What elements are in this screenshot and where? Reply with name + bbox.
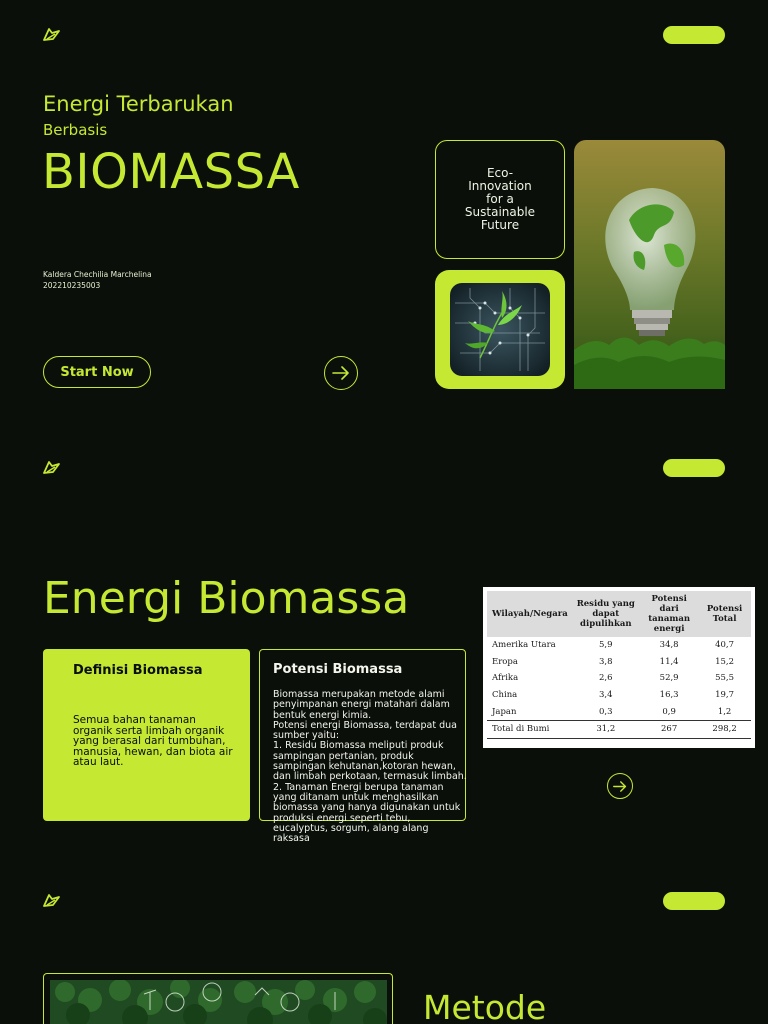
table-cell: 15,2 xyxy=(715,656,735,667)
biomass-potential-table xyxy=(483,587,755,748)
title-line-1: Energi Terbarukan xyxy=(43,92,234,116)
author-id: 202210235003 xyxy=(43,281,101,290)
table-cell: 2,6 xyxy=(599,673,613,684)
table-cell: Eropa xyxy=(492,656,518,667)
table-cell: Japan xyxy=(492,706,517,717)
table-cell: China xyxy=(492,690,518,701)
globe-lightbulb-image xyxy=(574,140,725,389)
section-title: Energi Biomassa xyxy=(43,573,410,624)
forest-aerial-image xyxy=(50,980,387,1024)
table-header: Potensi dari tanaman energi xyxy=(640,591,698,637)
definisi-title: Definisi Biomassa xyxy=(73,663,203,678)
author-block xyxy=(43,269,152,291)
table-row xyxy=(487,687,751,704)
leaf-logo-icon xyxy=(43,893,61,907)
table-cell: 11,4 xyxy=(659,656,679,667)
table-row xyxy=(487,670,751,687)
table-cell: 298,2 xyxy=(698,720,751,738)
eco-innovation-card: Eco- Innovation for a Sustainable Future xyxy=(435,140,565,259)
table-cell: Amerika Utara xyxy=(492,640,556,651)
leaf-logo-icon xyxy=(43,460,61,474)
table-cell: 19,7 xyxy=(715,690,735,701)
definisi-card xyxy=(43,649,250,821)
menu-pill-button[interactable] xyxy=(663,26,725,44)
table-cell: 34,8 xyxy=(659,640,679,651)
table-cell: 0,3 xyxy=(599,706,613,717)
circuit-image-frame xyxy=(435,270,565,389)
main-title: BIOMASSA xyxy=(42,144,300,200)
menu-pill-button[interactable] xyxy=(663,459,725,477)
forest-image-frame xyxy=(43,973,393,1024)
table-cell: 0,9 xyxy=(662,706,676,717)
table-cell: 5,9 xyxy=(599,640,613,651)
table-cell: Afrika xyxy=(492,673,519,684)
table-cell: 1,2 xyxy=(717,706,732,717)
table-header: Residu yang dapat dipulihkan xyxy=(571,591,640,637)
table-cell: 16,3 xyxy=(659,690,679,701)
table-cell: 31,2 xyxy=(571,720,640,738)
next-arrow-button[interactable] xyxy=(607,773,633,799)
table-header: Wilayah/Negara xyxy=(487,591,571,637)
table-cell: Total di Bumi xyxy=(487,720,571,738)
potensi-title: Potensi Biomassa xyxy=(273,662,403,677)
menu-pill-button[interactable] xyxy=(663,892,725,910)
table-cell: 3,4 xyxy=(599,690,613,701)
definisi-text: Semua bahan tanaman organik serta limbah organik yang berasal dari tumbuhan, manusia, hewan, dan biota air atau laut. xyxy=(73,714,233,768)
table-cell: 52,9 xyxy=(659,673,679,684)
author-name: Kaldera Chechilia Marchelina xyxy=(43,270,152,279)
table-cell: 3,8 xyxy=(599,656,613,667)
table-header: Potensi Total xyxy=(698,591,751,637)
table-cell: 55,5 xyxy=(715,673,735,684)
potensi-text: Biomassa merupakan metode alami penyimpanan energi matahari dalam bentuk energi kimia. Potensi energi Biomassa, terdapat dua sumber yaitu: 1. Residu Biomassa meliputi produk sampingan pertanian, produk sampingan kehutanan,kotoran hewan, dan limbah perkotaan, termasuk limbah. 2. Tanaman Energi berupa tanaman yang ditanam untuk menghasilkan biomassa yang hanya digunakan untuk produksi energi seperti tebu, eucalyptus, sorgum, alang alang raksasa xyxy=(273,689,467,845)
circuit-leaf-image xyxy=(450,283,550,376)
start-now-button[interactable]: Start Now xyxy=(43,356,151,388)
table-cell: 40,7 xyxy=(715,640,735,651)
title-line-2: Berbasis xyxy=(43,121,108,139)
table-row xyxy=(487,703,751,720)
table-row xyxy=(487,637,751,654)
arrow-right-icon xyxy=(613,781,627,792)
table-row xyxy=(487,720,751,738)
table-cell: 267 xyxy=(640,720,698,738)
leaf-logo-icon xyxy=(43,27,61,41)
arrow-right-icon xyxy=(332,366,350,380)
table-row xyxy=(487,654,751,671)
metode-title: Metode xyxy=(423,988,547,1024)
next-arrow-button[interactable] xyxy=(324,356,358,390)
